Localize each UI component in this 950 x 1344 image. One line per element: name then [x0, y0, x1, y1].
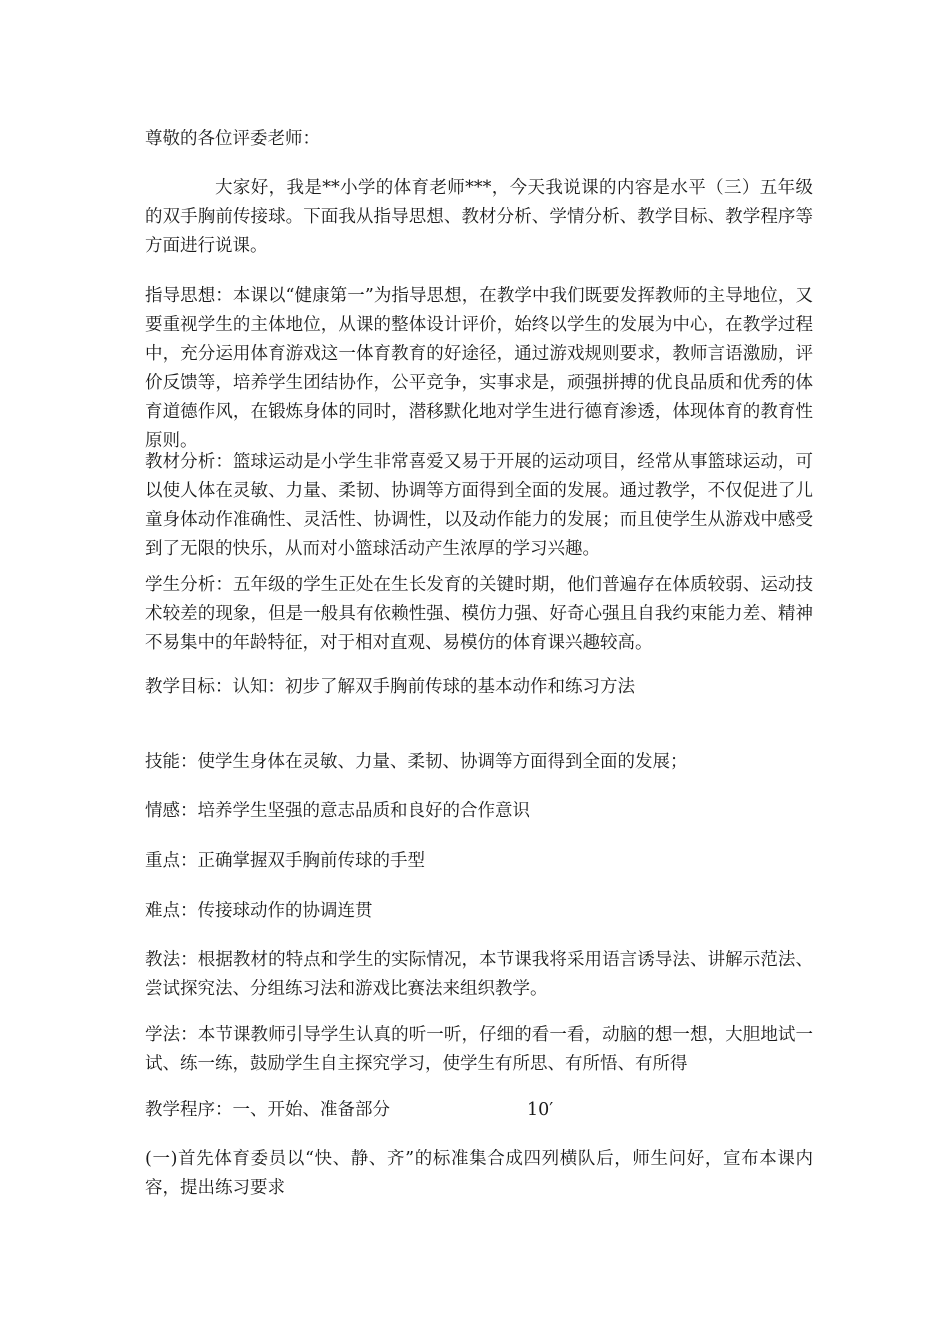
- teaching-goal-line: 教学目标：认知：初步了解双手胸前传球的基本动作和练习方法: [145, 677, 635, 697]
- intro-paragraph: 大家好，我是**小学的体育老师***，今天我说课的内容是水平（三）五年级的双手胸前传接球。下面我从指导思想、教材分析、学情分析、教学目标、教学程序等方面进行说课。: [145, 178, 813, 256]
- student-analysis-paragraph: 学生分析：五年级的学生正处在生长发育的关键时期，他们普遍存在体质较弱、运动技术较差的现象，但是一般具有依赖性强、模仿力强、好奇心强且自我约束能力差、精神不易集中的年龄特征，对于相对直观、易模仿的体育课兴趣较高。: [145, 575, 813, 653]
- teaching-method-paragraph: 教法：根据教材的特点和学生的实际情况，本节课我将采用语言诱导法、讲解示范法、尝试探究法、分组练习法和游戏比赛法来组织教学。: [145, 950, 813, 999]
- key-point-line: 重点：正确掌握双手胸前传球的手型: [145, 851, 425, 871]
- guiding-thought-paragraph: 指导思想：本课以“健康第一”为指导思想，在教学中我们既要发挥教师的主导地位，又要重视学生的主体地位，从课的整体设计评价，始终以学生的发展为中心，在教学过程中，充分运用体育游戏这一体育教育的好途径，通过游戏规则要求，教师言语激励，评价反馈等，培养学生团结协作，公平竞争，实事求是，顽强拼搏的优良品质和优秀的体育道德作风，在锻炼身体的同时，潜移默化地对学生进行德育渗透，体现体育的教育性原则。: [145, 286, 813, 451]
- skill-line: 技能：使学生身体在灵敏、力量、柔韧、协调等方面得到全面的发展；: [145, 752, 688, 772]
- program-heading-text: 教学程序：一、开始、准备部分: [145, 1100, 390, 1120]
- salutation: 尊敬的各位评委老师：: [145, 129, 320, 149]
- difficulty-line: 难点：传接球动作的协调连贯: [145, 901, 373, 921]
- material-analysis-paragraph: 教材分析：篮球运动是小学生非常喜爱又易于开展的运动项目，经常从事篮球运动，可以使人体在灵敏、力量、柔韧、协调等方面得到全面的发展。通过教学，不仅促进了儿童身体动作准确性、灵活性、协调性，以及动作能力的发展；而且使学生从游戏中感受到了无限的快乐，从而对小篮球活动产生浓厚的学习兴趣。: [145, 452, 813, 559]
- emotion-line: 情感：培养学生坚强的意志品质和良好的合作意识: [145, 801, 530, 821]
- learning-method-paragraph: 学法：本节课教师引导学生认真的听一听，仔细的看一看，动脑的想一想，大胆地试一试、练一练，鼓励学生自主探究学习，使学生有所思、有所悟、有所得: [145, 1025, 813, 1074]
- program-time: 10′: [527, 1100, 554, 1120]
- teaching-program-heading: [145, 1096, 745, 1125]
- step-one-paragraph: (一)首先体育委员以“快、静、齐”的标准集合成四列横队后，师生问好，宣布本课内容，提出练习要求: [145, 1149, 813, 1198]
